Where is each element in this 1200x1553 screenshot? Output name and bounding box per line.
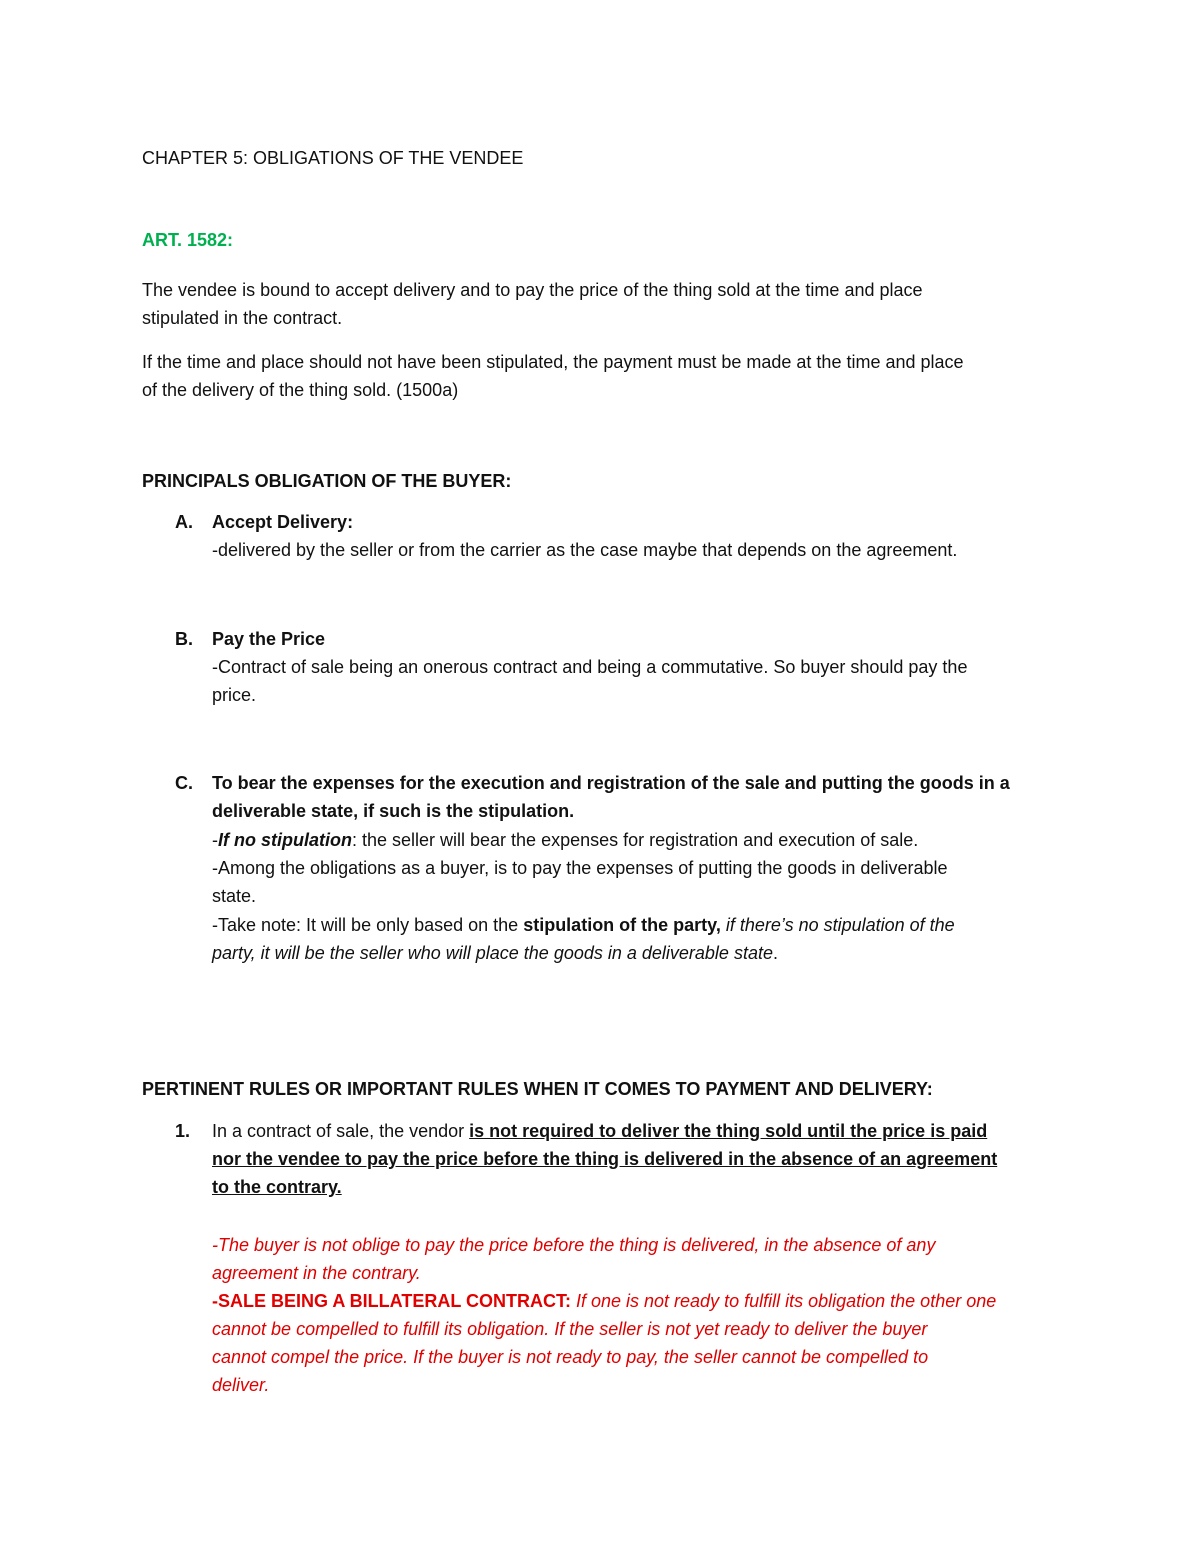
rule-text-line: nor the vendee to pay the price before the thing is delivered in the absence of an agreement [212,1149,998,1169]
text-emphasis: stipulation of the party, [523,915,721,935]
obligation-text-line: state. [212,886,257,906]
rule-note-line: deliver. [212,1375,270,1395]
text-underlined: is not required to deliver the thing sold until the price is paid [469,1121,988,1141]
obligation-title-bear-expenses: To bear the expenses for the execution and registration of the sale and putting the goods in a [212,773,1010,793]
obligation-text-line [212,939,778,967]
list-label-a: A. [175,512,193,532]
obligation-text-line: price. [212,685,257,705]
text-segment: : the seller will bear the expenses for registration and execution of sale. [351,830,919,850]
text-segment: -Take note: It will be only based on the [212,915,524,935]
list-label-b: B. [175,629,193,649]
article-label: ART. 1582: [142,230,234,250]
text-dash: - [212,830,218,850]
text-segment: In a contract of sale, the vendor [212,1121,470,1141]
text-segment: . [772,943,778,963]
chapter-title: CHAPTER 5: OBLIGATIONS OF THE VENDEE [142,148,524,168]
list-label-c: C. [175,773,193,793]
rule-note-line: cannot compel the price. If the buyer is not ready to pay, the seller cannot be compelled to [212,1347,929,1367]
obligation-title-bear-expenses: deliverable state, if such is the stipulation. [212,801,575,821]
text-italic: If one is not ready to fulfill its obligation the other one [570,1291,997,1311]
obligation-title-accept-delivery: Accept Delivery: [212,512,354,532]
article-text-line: The vendee is bound to accept delivery and to pay the price of the thing sold at the time and place [142,280,923,300]
article-text-line: stipulated in the contract. [142,308,343,328]
rule-note-line: -The buyer is not oblige to pay the price before the thing is delivered, in the absence of any [212,1235,936,1255]
article-text-line: of the delivery of the thing sold. (1500a) [142,380,459,400]
text-italic: if there’s no stipulation of the [720,915,955,935]
text-emphasis: If no stipulation [218,830,352,850]
list-label-1: 1. [175,1121,191,1141]
rule-text-line: to the contrary. [212,1177,342,1197]
text-emphasis: -SALE BEING A BILLATERAL CONTRACT: [212,1291,571,1311]
obligation-text-line: -Contract of sale being an onerous contract and being a commutative. So buyer should pay the [212,657,968,677]
obligation-text-line [212,826,918,854]
rule-note-line [212,1287,996,1315]
rule-note-line: agreement in the contrary. [212,1263,421,1283]
article-text-line: If the time and place should not have been stipulated, the payment must be made at the time and place [142,352,964,372]
obligation-text-line: -Among the obligations as a buyer, is to pay the expenses of putting the goods in deliverable [212,858,948,878]
obligation-text-line [212,911,955,939]
text-italic: party, it will be the seller who will place the goods in a deliverable state [212,943,773,963]
obligation-title-pay-price: Pay the Price [212,629,326,649]
principals-heading: PRINCIPALS OBLIGATION OF THE BUYER: [142,471,512,491]
obligation-text-line: -delivered by the seller or from the carrier as the case maybe that depends on the agreement. [212,540,958,560]
rule-note-line: cannot be compelled to fulfill its obligation. If the seller is not yet ready to deliver the buyer [212,1319,928,1339]
pertinent-heading: PERTINENT RULES OR IMPORTANT RULES WHEN IT COMES TO PAYMENT AND DELIVERY: [142,1079,933,1099]
rule-text-line [212,1117,987,1145]
